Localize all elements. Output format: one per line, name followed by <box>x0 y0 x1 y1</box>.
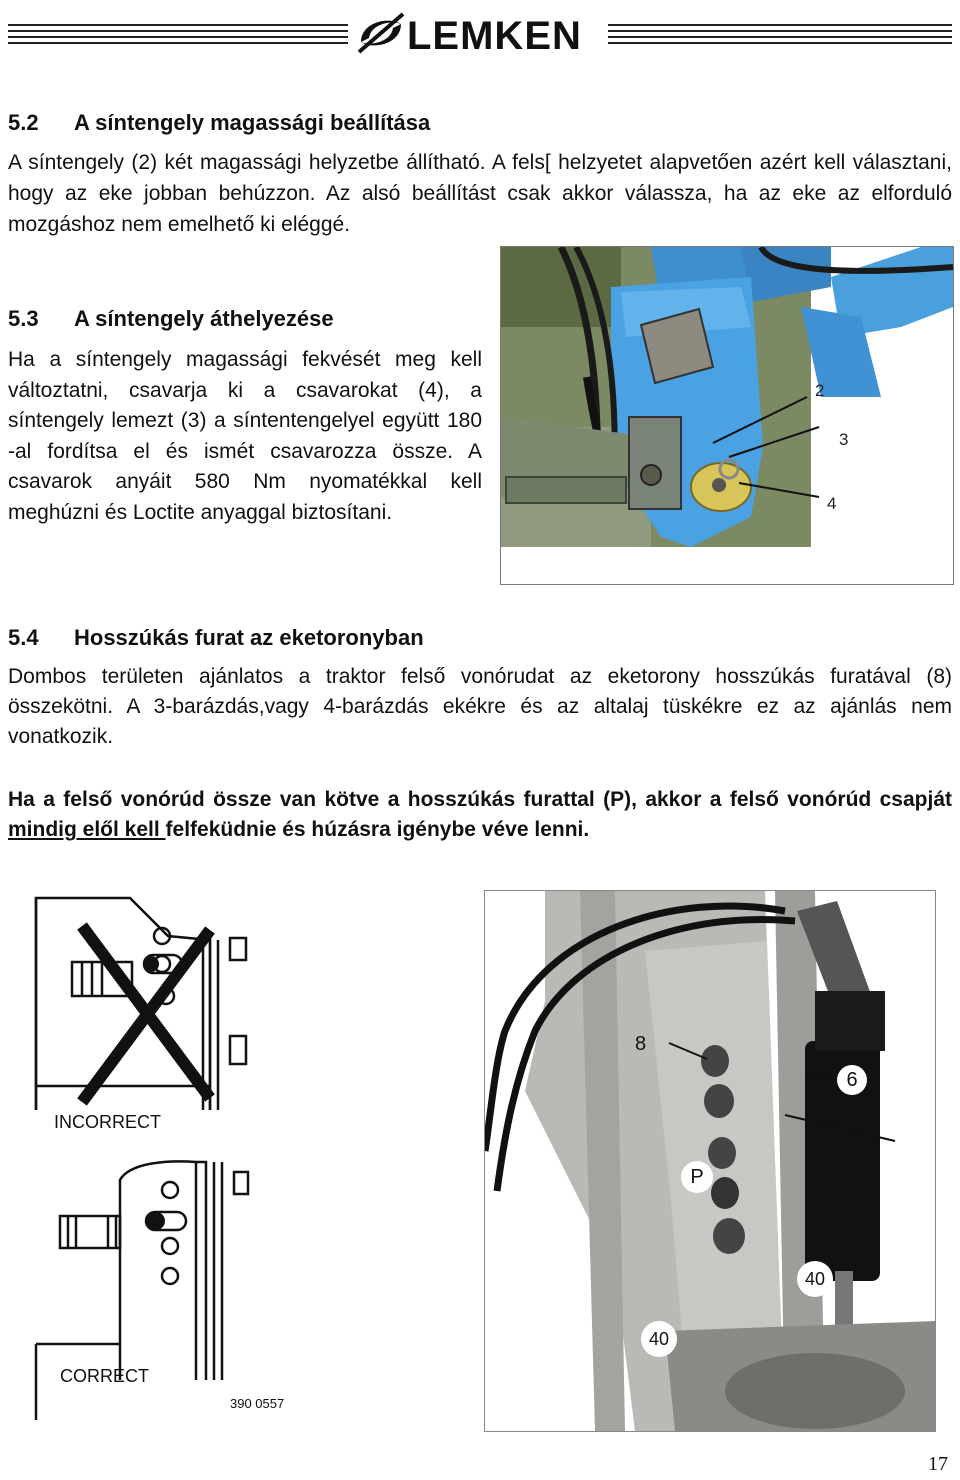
section-5-4-heading <box>8 625 424 651</box>
section-title: A síntengely magassági beállítása <box>74 110 431 135</box>
section-number: 5.2 <box>8 110 39 135</box>
label-40-lower: 40 <box>641 1321 677 1357</box>
section-title: Hosszúkás furat az eketoronyban <box>74 625 424 650</box>
brand-emblem-icon <box>355 8 407 58</box>
tower-photo <box>484 890 936 1432</box>
header-rule-left-2 <box>8 30 348 32</box>
section-5-2-body: A síntengely (2) két magassági helyzetbe állítható. A fels[ helzyetet alapvetően azért kell választani, hogy az eke jobban behúzzon. Az alsó beállítást csak akkor válassza, ha az eke az elforduló mozgáshoz nem emelhető ki eléggé. <box>8 151 952 236</box>
tower-illustration <box>485 891 935 1431</box>
callout-4: 4 <box>827 494 837 513</box>
section-5-2-heading <box>8 110 430 136</box>
header-rule-right-2 <box>608 30 952 32</box>
section-title: A síntengely áthelyezése <box>74 306 334 331</box>
section-number: 5.3 <box>8 306 39 331</box>
label-6: 6 <box>837 1065 867 1095</box>
diagram-reference-number: 390 0557 <box>230 1396 285 1411</box>
header-rule-left-1 <box>8 24 348 26</box>
section-5-4-warning <box>8 785 952 845</box>
warning-text-underlined: mindig elől kell <box>8 818 166 841</box>
brand-logo <box>355 8 605 60</box>
section-5-3-body: Ha a síntengely magassági fekvését meg kell változtatni, csavarja ki a csavarokat (4), a síntengely lemezt (3) a síntentengelyel együtt 180 -al fordítsa el és ismét csavarozza össze. A csavarok anyáit 580 Nm nyomatékkal kell meghúzni és Loctite anyaggal biztosítani. <box>8 348 482 524</box>
mechanism-photo <box>500 246 954 585</box>
pin-position-diagram <box>20 880 320 1420</box>
header-rule-right-3 <box>608 36 952 38</box>
mechanism-illustration <box>501 247 953 584</box>
pin-position-drawing <box>20 880 320 1420</box>
section-5-4-body: Dombos területen ajánlatos a traktor felső vonórudat az eketorony hosszúkás furatával (8) összekötni. A 3-barázdás,vagy 4-barázdás ekékre és az altalaj tüskékre ez az ajánlás nem vonatkozik. <box>8 665 952 748</box>
header-rule-right-1 <box>608 24 952 26</box>
page-number: 17 <box>928 1453 948 1475</box>
warning-text-end: felfeküdnie és húzásra igénybe véve lenni. <box>165 818 590 841</box>
callout-2: 2 <box>815 381 825 400</box>
warning-text-start: Ha a felső vonórúd össze van kötve a hosszúkás furattal (P), akkor a felső vonórúd csapját <box>8 788 952 811</box>
label-p: P <box>681 1161 713 1193</box>
section-number: 5.4 <box>8 625 39 650</box>
header-rule-left-4 <box>8 42 348 44</box>
label-8: 8 <box>635 1033 647 1055</box>
callout-3: 3 <box>839 430 849 449</box>
section-5-3-heading <box>8 306 334 332</box>
brand-name: LEMKEN <box>407 14 582 58</box>
header-rule-left-3 <box>8 36 348 38</box>
correct-label: CORRECT <box>60 1366 149 1386</box>
header-rule-right-4 <box>608 42 952 44</box>
incorrect-label: INCORRECT <box>54 1112 161 1132</box>
label-40-upper: 40 <box>797 1261 833 1297</box>
